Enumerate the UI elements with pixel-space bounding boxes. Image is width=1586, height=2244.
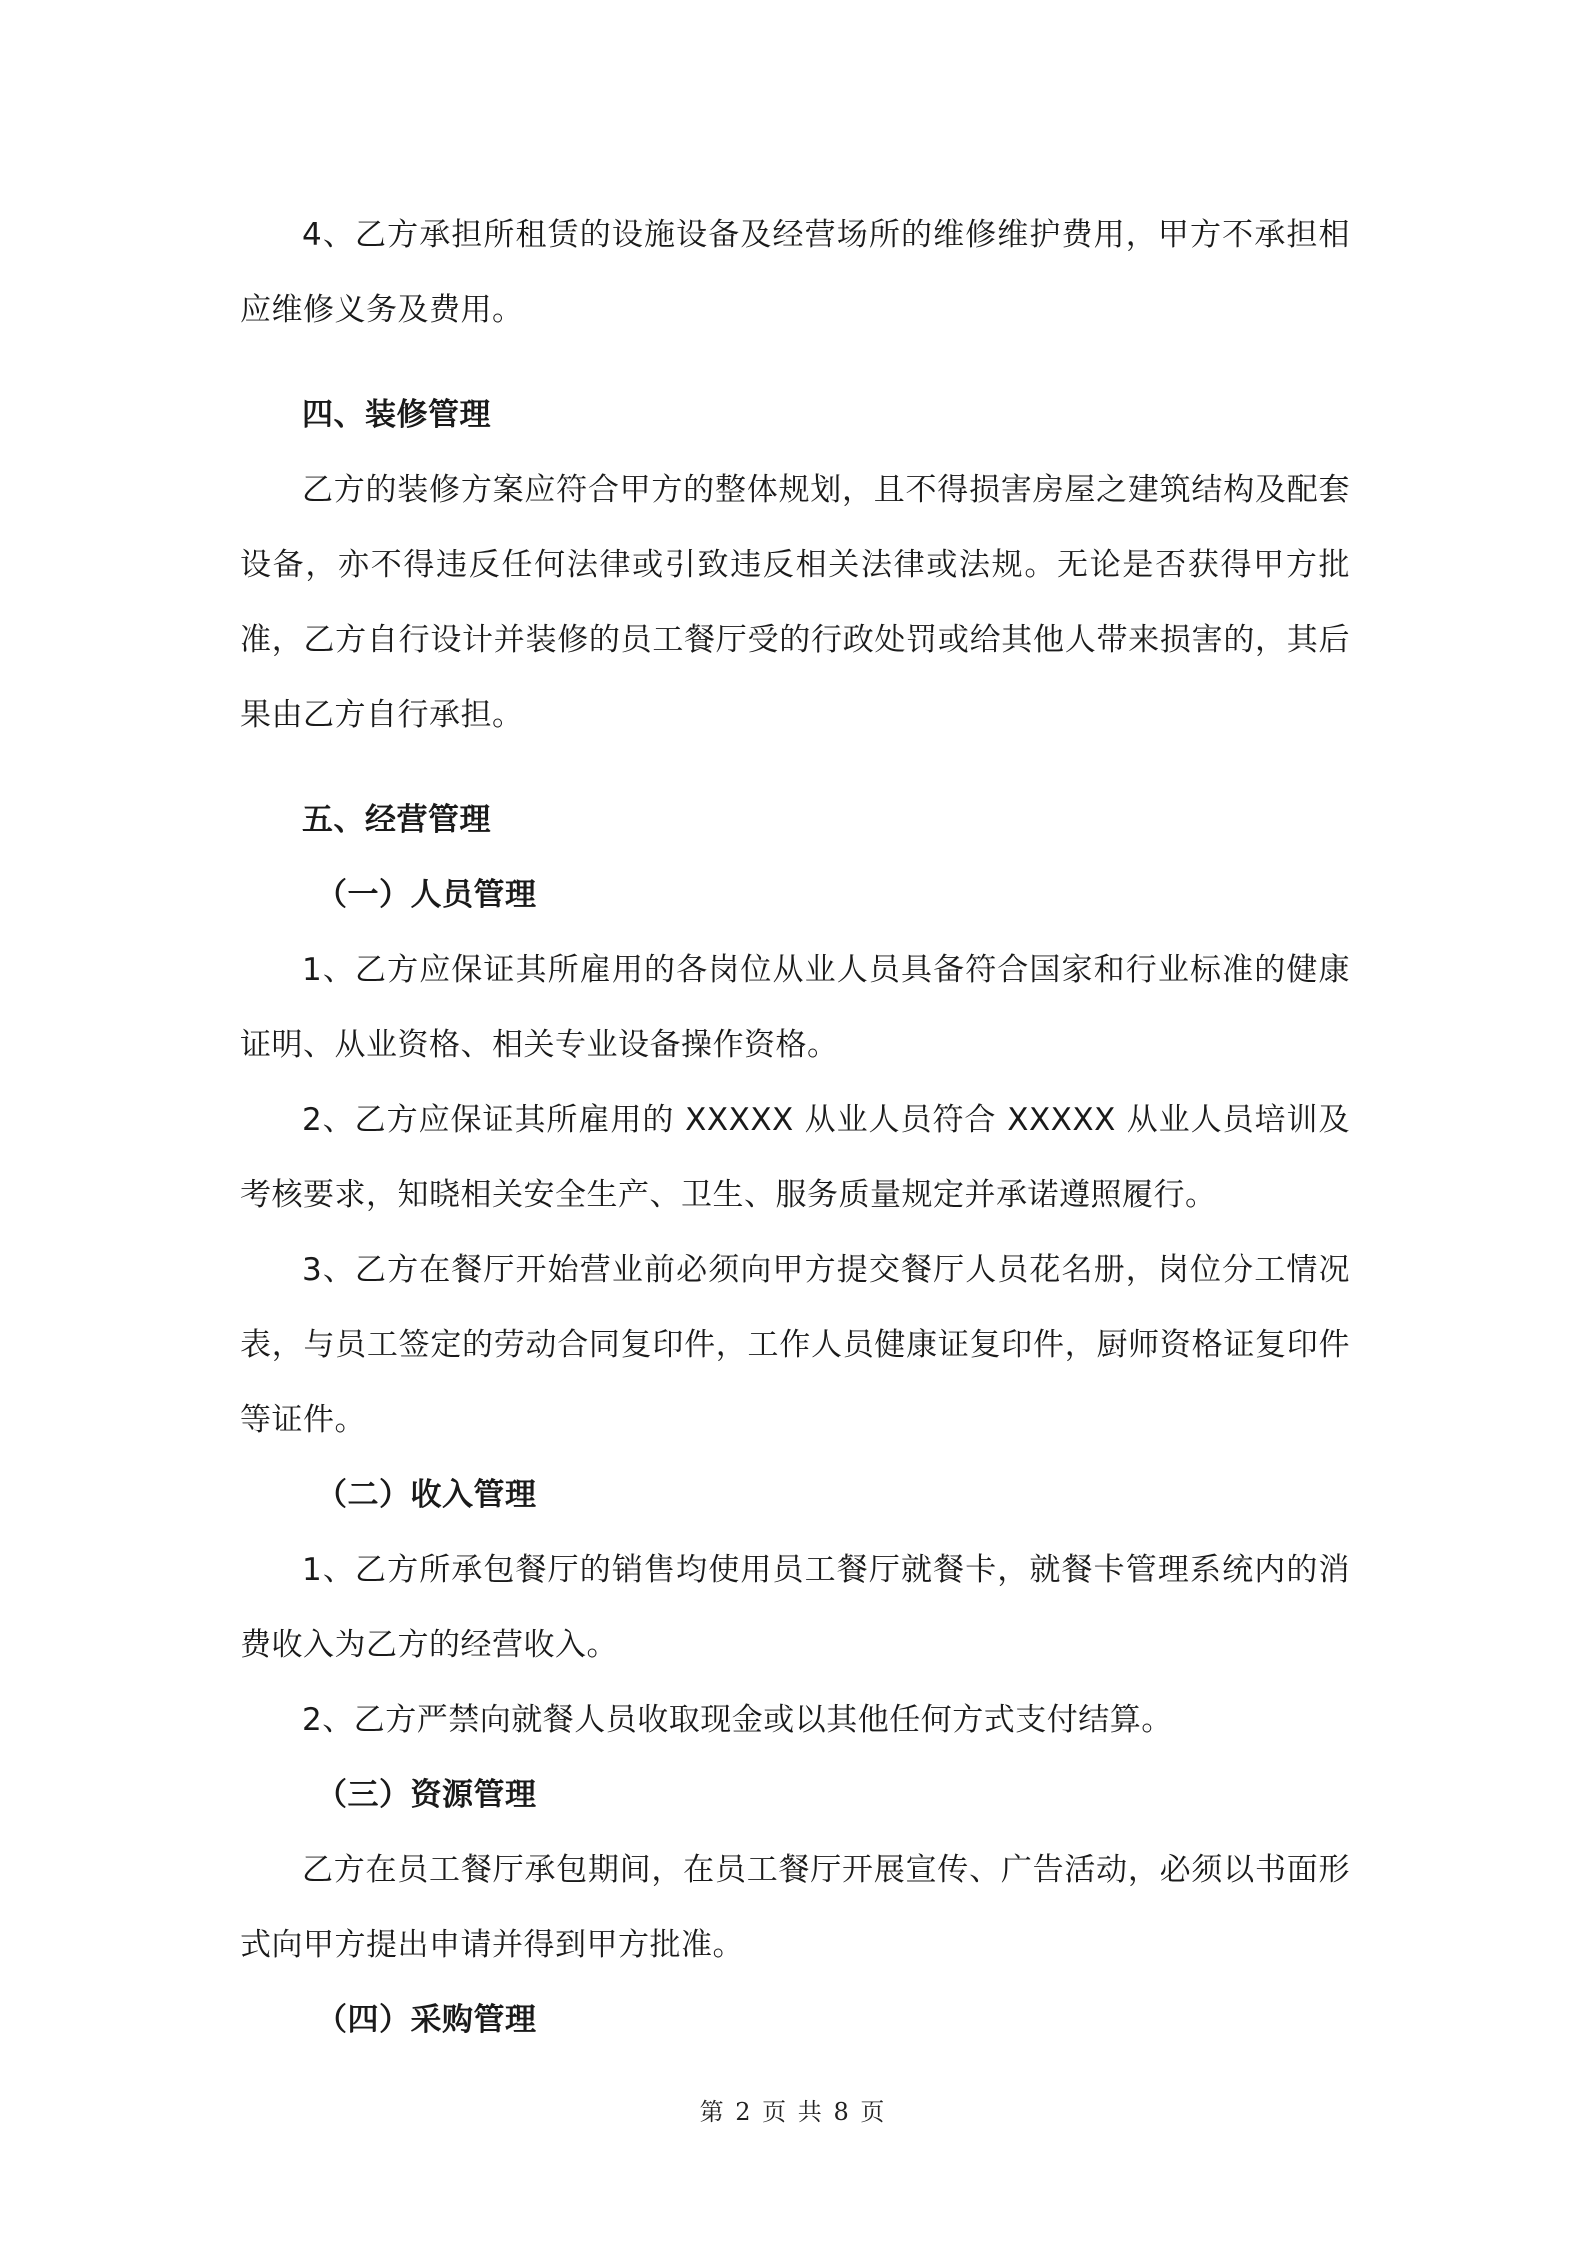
paragraph-resources: 乙方在员工餐厅承包期间，在员工餐厅开展宣传、广告活动，必须以书面形式向甲方提出申请并得到甲方批准。 (240, 1852, 1350, 1963)
paragraph-renovation-plan: 乙方的装修方案应符合甲方的整体规划，且不得损害房屋之建筑结构及配套设备，亦不得违反任何法律或引致违反相关法律或法规。无论是否获得甲方批准，乙方自行设计并装修的员工餐厅受的行政处罚或给其他人带来损害的，其后果由乙方自行承担。 (240, 472, 1350, 733)
subsection-heading-procurement: （四）采购管理 (316, 2002, 537, 2038)
document-body (240, 198, 1350, 2058)
subsection-heading-income: （二）收入管理 (316, 1477, 537, 1513)
section-heading-renovation: 四、装修管理 (302, 397, 491, 433)
subsection-heading-personnel: （一）人员管理 (316, 877, 537, 913)
section-heading-operations: 五、经营管理 (302, 802, 491, 838)
paragraph-income-1: 1、乙方所承包餐厅的销售均使用员工餐厅就餐卡，就餐卡管理系统内的消费收入为乙方的经营收入。 (240, 1552, 1350, 1663)
paragraph-personnel-1: 1、乙方应保证其所雇用的各岗位从业人员具备符合国家和行业标准的健康证明、从业资格、相关专业设备操作资格。 (240, 952, 1350, 1063)
paragraph-maintenance-costs: 4、乙方承担所租赁的设施设备及经营场所的维修维护费用，甲方不承担相应维修义务及费用。 (240, 217, 1350, 328)
paragraph-personnel-3: 3、乙方在餐厅开始营业前必须向甲方提交餐厅人员花名册，岗位分工情况表，与员工签定的劳动合同复印件，工作人员健康证复印件，厨师资格证复印件等证件。 (240, 1252, 1350, 1438)
paragraph-personnel-2: 2、乙方应保证其所雇用的 XXXXX 从业人员符合 XXXXX 从业人员培训及考核要求，知晓相关安全生产、卫生、服务质量规定并承诺遵照履行。 (240, 1102, 1350, 1213)
paragraph-income-2: 2、乙方严禁向就餐人员收取现金或以其他任何方式支付结算。 (302, 1702, 1173, 1738)
page-number-footer: 第 2 页 共 8 页 (699, 2098, 887, 2126)
subsection-heading-resources: （三）资源管理 (316, 1777, 537, 1813)
